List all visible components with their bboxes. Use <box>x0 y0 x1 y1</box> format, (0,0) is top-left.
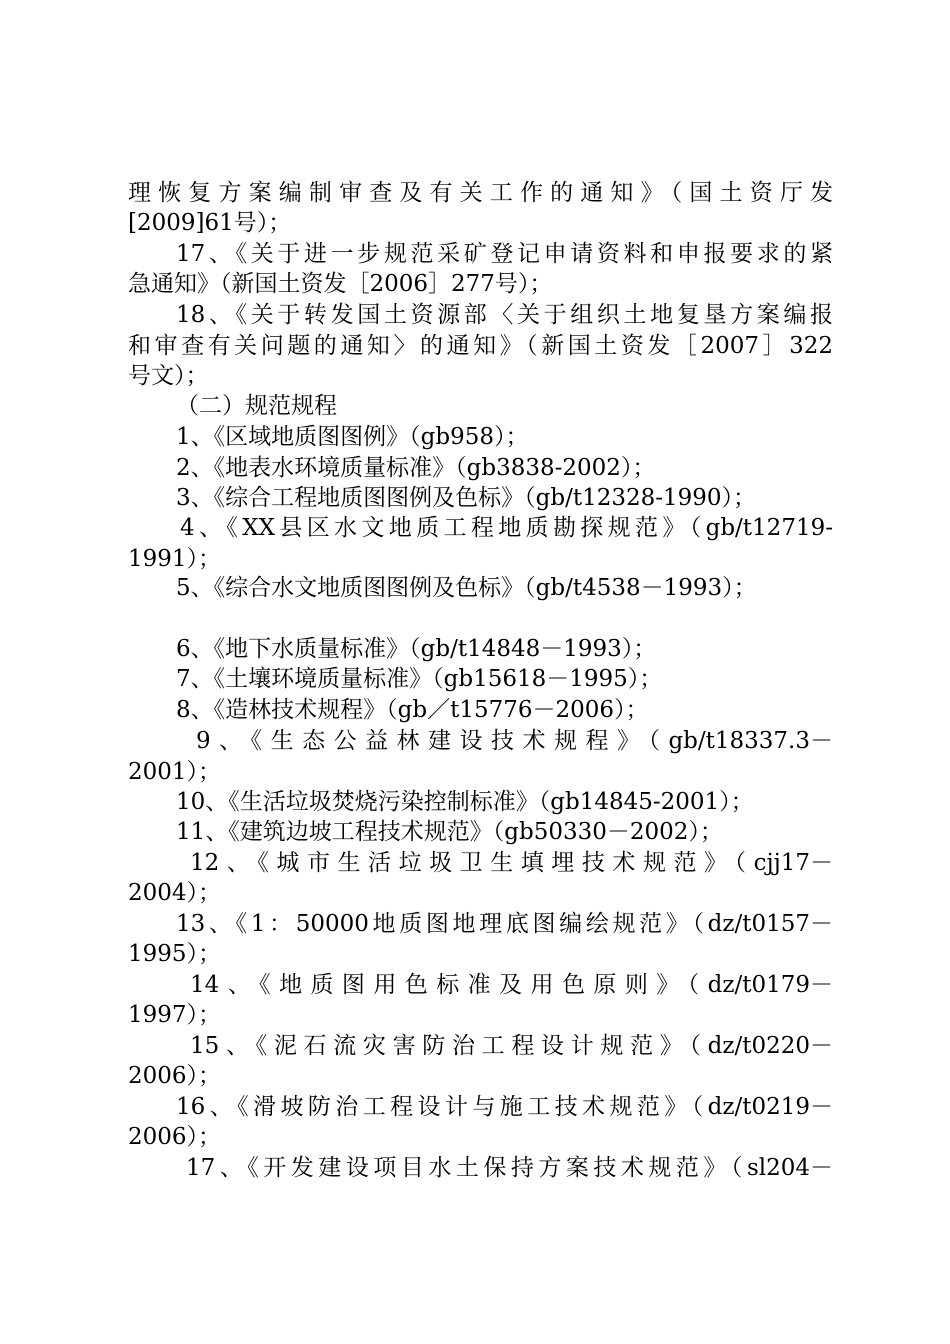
list-item-standard-8: 8、《造林技术规程》（gb／t15776－2006）； <box>176 697 649 723</box>
list-item-standard-7: 7、《土壤环境质量标准》（gb15618－1995）； <box>176 666 663 692</box>
paragraph-line: 2006）； <box>128 1063 222 1089</box>
list-item-standard-9: 9、《生态公益林建设技术规程》（gb/t18337.3－ <box>196 728 833 754</box>
list-item-standard-13: 13、《1：50000地质图地理底图编绘规范》（dz/t0157－ <box>176 911 833 937</box>
list-item-standard-14: 14、《地质图用色标准及用色原则》（dz/t0179－ <box>190 972 833 998</box>
paragraph-line: 1995）； <box>128 941 222 967</box>
paragraph-line: 号文）； <box>128 363 209 389</box>
list-item-regulation-18: 18、《关于转发国土资源部〈关于组织土地复垦方案编报 <box>176 302 833 328</box>
paragraph-line: 急通知》（新国土资发［2006］277号）； <box>128 271 553 297</box>
list-item-standard-10: 10、《生活垃圾焚烧污染控制标准》（gb14845-2001）； <box>176 789 754 815</box>
list-item-standard-4: 4、《XX县区水文地质工程地质勘探规范》（gb/t12719- <box>180 515 833 541</box>
section-heading: （二）规范规程 <box>176 393 337 419</box>
list-item-standard-16: 16、《滑坡防治工程设计与施工技术规范》（dz/t0219－ <box>176 1094 833 1120</box>
paragraph-line: 理恢复方案编制审查及有关工作的通知》（国土资厅发 <box>128 180 833 206</box>
paragraph-line: [2009]61号）； <box>128 210 292 236</box>
list-item-standard-5: 5、《综合水文地质图图例及色标》（gb/t4538－1993）； <box>176 575 757 601</box>
list-item-standard-2: 2、《地表水环境质量标准》（gb3838-2002）； <box>176 455 656 481</box>
list-item-regulation-17: 17、《关于进一步规范采矿登记申请资料和申报要求的紧 <box>176 241 833 267</box>
paragraph-line: 2006）； <box>128 1124 222 1150</box>
list-item-standard-6: 6、《地下水质量标准》（gb/t14848－1993）； <box>176 636 657 662</box>
paragraph-line: 和审查有关问题的通知〉的通知》（新国土资发［2007］322 <box>128 333 833 359</box>
list-item-standard-15: 15、《泥石流灾害防治工程设计规范》（dz/t0220－ <box>190 1033 833 1059</box>
list-item-standard-11: 11、《建筑边坡工程技术规范》（gb50330－2002）； <box>176 819 723 845</box>
list-item-standard-12: 12、《城市生活垃圾卫生填埋技术规范》（cjj17－ <box>190 850 833 876</box>
paragraph-line: 2004）； <box>128 880 222 906</box>
paragraph-line: 1991）； <box>128 546 222 572</box>
list-item-standard-3: 3、《综合工程地质图图例及色标》（gb/t12328-1990）； <box>176 485 757 511</box>
list-item-standard-17: 17、《开发建设项目水土保持方案技术规范》（sl204－ <box>186 1155 833 1181</box>
paragraph-line: 2001）； <box>128 759 222 785</box>
list-item-standard-1: 1、《区域地质图图例》（gb958）； <box>176 424 529 450</box>
paragraph-line: 1997）； <box>128 1002 222 1028</box>
